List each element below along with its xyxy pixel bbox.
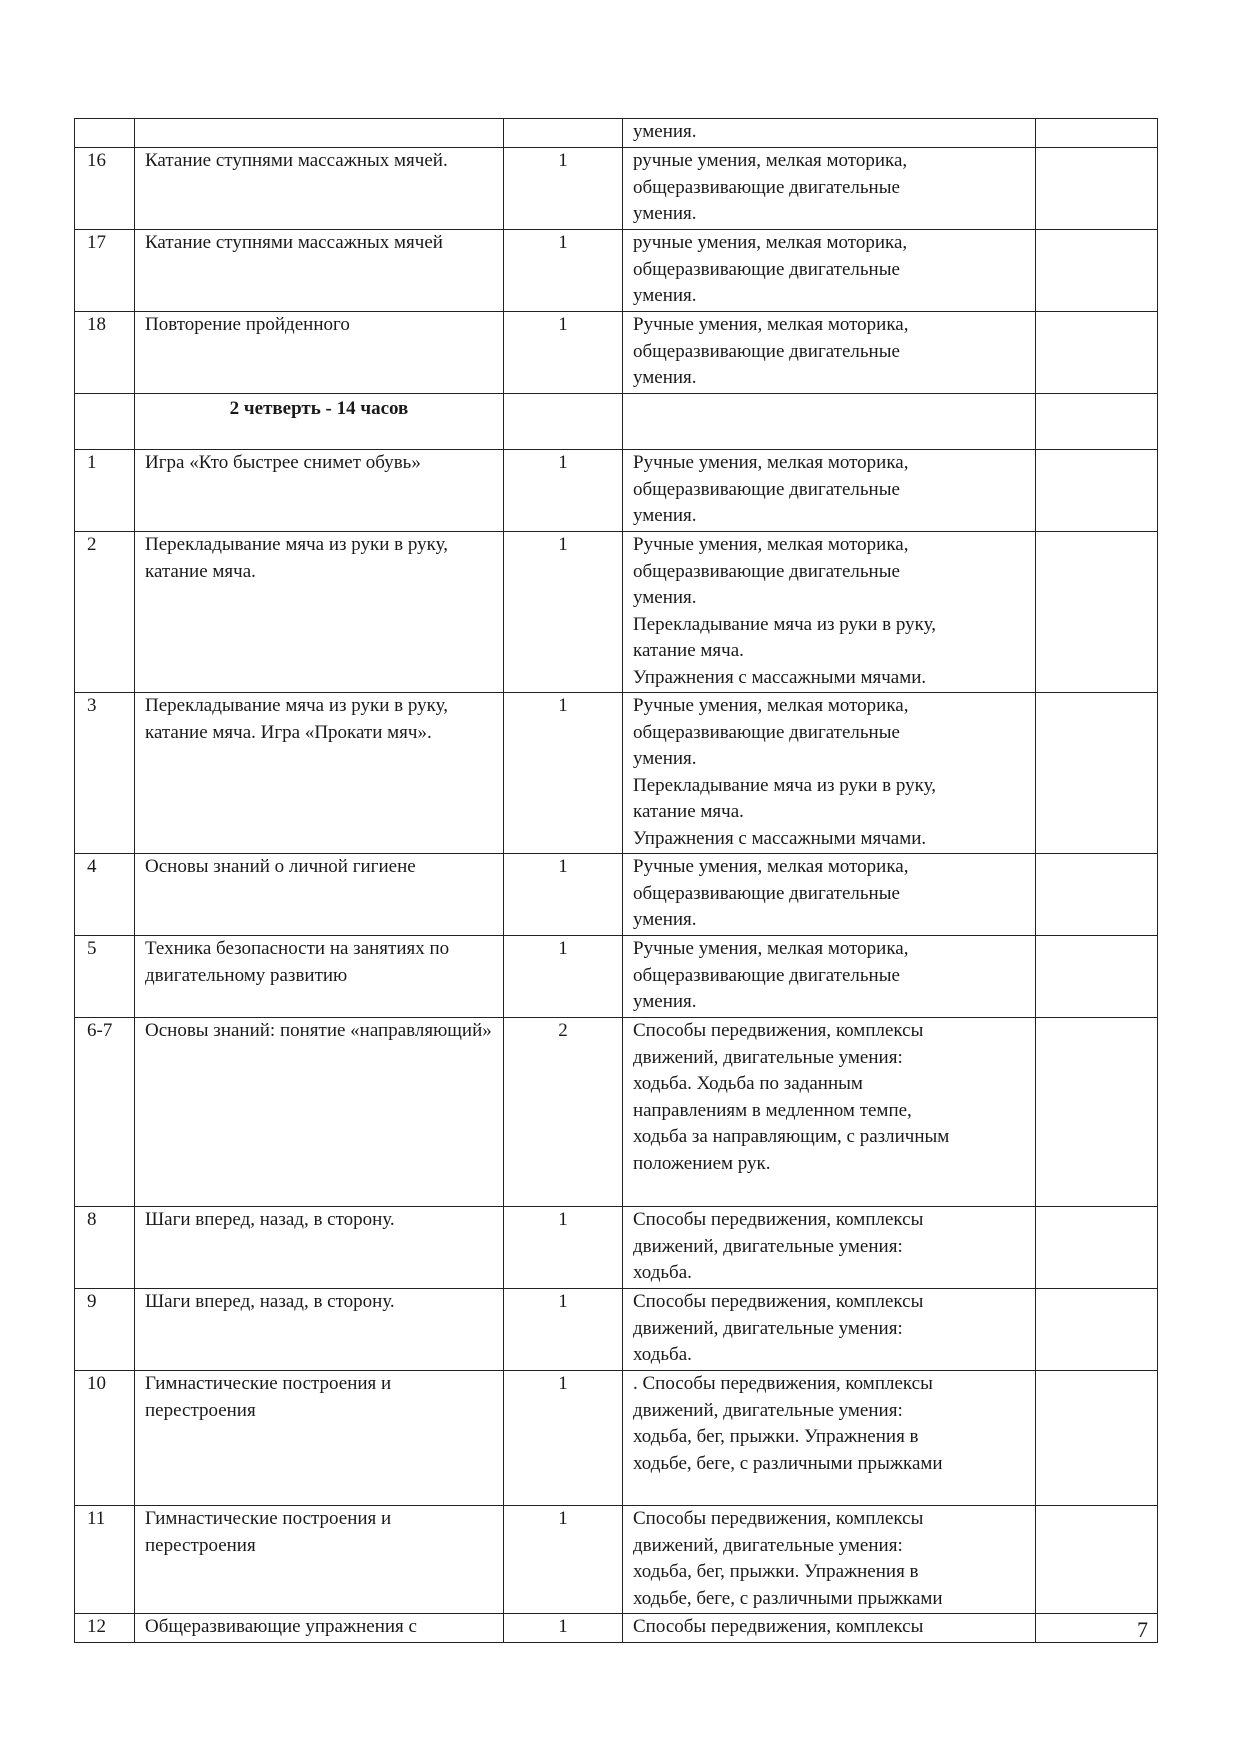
lesson-number: 8 bbox=[75, 1207, 135, 1289]
lesson-content: Ручные умения, мелкая моторика, общеразвивающие двигательные умения. bbox=[623, 936, 1036, 1018]
lesson-notes bbox=[1036, 230, 1158, 312]
lesson-content: ручные умения, мелкая моторика, общеразвивающие двигательные умения. bbox=[623, 230, 1036, 312]
table-row bbox=[75, 693, 1158, 854]
lesson-hours: 1 bbox=[504, 1207, 623, 1289]
lesson-notes bbox=[1036, 1506, 1158, 1614]
lesson-hours: 1 bbox=[504, 936, 623, 1018]
lesson-notes bbox=[1036, 693, 1158, 854]
lesson-topic: Основы знаний: понятие «направляющий» bbox=[135, 1018, 504, 1207]
lesson-notes bbox=[1036, 936, 1158, 1018]
lesson-notes bbox=[1036, 1207, 1158, 1289]
lesson-content: Способы передвижения, комплексы движений, двигательные умения: ходьба. Ходьба по заданным направлениям в медленном темпе, ходьба за направляющим, с различным положением рук. bbox=[623, 1018, 1036, 1207]
lesson-hours: 1 bbox=[504, 450, 623, 532]
table-row bbox=[75, 230, 1158, 312]
table-row bbox=[75, 1018, 1158, 1207]
table-row bbox=[75, 854, 1158, 936]
lesson-number: 12 bbox=[75, 1614, 135, 1643]
lesson-topic: Гимнастические построения и перестроения bbox=[135, 1506, 504, 1614]
lesson-topic: Техника безопасности на занятиях по двигательному развитию bbox=[135, 936, 504, 1018]
table-row bbox=[75, 1289, 1158, 1371]
lesson-content: Способы передвижения, комплексы движений, двигательные умения: ходьба. bbox=[623, 1289, 1036, 1371]
lesson-hours: 1 bbox=[504, 312, 623, 394]
lesson-notes bbox=[1036, 394, 1158, 450]
lesson-topic: Шаги вперед, назад, в сторону. bbox=[135, 1207, 504, 1289]
lesson-number bbox=[75, 119, 135, 148]
quarter-header-row bbox=[75, 394, 1158, 450]
lesson-topic: Перекладывание мяча из руки в руку, катание мяча. bbox=[135, 532, 504, 693]
lesson-hours: 1 bbox=[504, 230, 623, 312]
lesson-notes bbox=[1036, 854, 1158, 936]
lesson-content: Ручные умения, мелкая моторика, общеразвивающие двигательные умения. Перекладывание мяча из руки в руку, катание мяча. Упражнения с массажными мячами. bbox=[623, 693, 1036, 854]
lesson-number: 6-7 bbox=[75, 1018, 135, 1207]
lesson-content: Ручные умения, мелкая моторика, общеразвивающие двигательные умения. bbox=[623, 312, 1036, 394]
lesson-number bbox=[75, 394, 135, 450]
page-number: 7 bbox=[1137, 1617, 1148, 1642]
lesson-content: Способы передвижения, комплексы движений, двигательные умения: ходьба, бег, прыжки. Упражнения в ходьбе, беге, с различными прыжками bbox=[623, 1506, 1036, 1614]
lesson-number: 3 bbox=[75, 693, 135, 854]
lesson-content: Ручные умения, мелкая моторика, общеразвивающие двигательные умения. bbox=[623, 450, 1036, 532]
lesson-plan-table bbox=[74, 118, 1158, 1643]
lesson-number: 4 bbox=[75, 854, 135, 936]
lesson-notes bbox=[1036, 119, 1158, 148]
lesson-hours: 1 bbox=[504, 532, 623, 693]
lesson-content: . Способы передвижения, комплексы движений, двигательные умения: ходьба, бег, прыжки. Упражнения в ходьбе, беге, с различными прыжками bbox=[623, 1371, 1036, 1506]
table-row bbox=[75, 1207, 1158, 1289]
lesson-topic: Игра «Кто быстрее снимет обувь» bbox=[135, 450, 504, 532]
lesson-hours bbox=[504, 119, 623, 148]
lesson-notes bbox=[1036, 1371, 1158, 1506]
table-row bbox=[75, 936, 1158, 1018]
lesson-hours: 1 bbox=[504, 1289, 623, 1371]
lesson-number: 2 bbox=[75, 532, 135, 693]
lesson-topic: Повторение пройденного bbox=[135, 312, 504, 394]
lesson-topic: 2 четверть - 14 часов bbox=[135, 394, 504, 450]
lesson-notes bbox=[1036, 312, 1158, 394]
lesson-content: Способы передвижения, комплексы движений, двигательные умения: ходьба. bbox=[623, 1207, 1036, 1289]
lesson-hours: 1 bbox=[504, 854, 623, 936]
lesson-number: 11 bbox=[75, 1506, 135, 1614]
lesson-content: ручные умения, мелкая моторика, общеразвивающие двигательные умения. bbox=[623, 148, 1036, 230]
lesson-topic: Шаги вперед, назад, в сторону. bbox=[135, 1289, 504, 1371]
lesson-topic: Катание ступнями массажных мячей. bbox=[135, 148, 504, 230]
lesson-content: Ручные умения, мелкая моторика, общеразвивающие двигательные умения. Перекладывание мяча из руки в руку, катание мяча. Упражнения с массажными мячами. bbox=[623, 532, 1036, 693]
lesson-number: 1 bbox=[75, 450, 135, 532]
lesson-plan-body bbox=[75, 119, 1158, 1643]
table-row bbox=[75, 532, 1158, 693]
lesson-notes bbox=[1036, 148, 1158, 230]
lesson-notes bbox=[1036, 1018, 1158, 1207]
lesson-notes bbox=[1036, 450, 1158, 532]
lesson-number: 10 bbox=[75, 1371, 135, 1506]
lesson-hours: 1 bbox=[504, 1371, 623, 1506]
lesson-topic: Основы знаний о личной гигиене bbox=[135, 854, 504, 936]
lesson-topic: Катание ступнями массажных мячей bbox=[135, 230, 504, 312]
lesson-hours: 2 bbox=[504, 1018, 623, 1207]
lesson-content bbox=[623, 394, 1036, 450]
lesson-number: 16 bbox=[75, 148, 135, 230]
table-row bbox=[75, 1506, 1158, 1614]
lesson-hours: 1 bbox=[504, 1506, 623, 1614]
table-row bbox=[75, 1614, 1158, 1643]
lesson-topic: Гимнастические построения и перестроения bbox=[135, 1371, 504, 1506]
lesson-number: 9 bbox=[75, 1289, 135, 1371]
table-row bbox=[75, 312, 1158, 394]
lesson-topic: Общеразвивающие упражнения с bbox=[135, 1614, 504, 1643]
lesson-notes bbox=[1036, 532, 1158, 693]
lesson-number: 18 bbox=[75, 312, 135, 394]
lesson-hours: 1 bbox=[504, 693, 623, 854]
table-row bbox=[75, 1371, 1158, 1506]
lesson-topic bbox=[135, 119, 504, 148]
lesson-content: Ручные умения, мелкая моторика, общеразвивающие двигательные умения. bbox=[623, 854, 1036, 936]
table-row bbox=[75, 119, 1158, 148]
lesson-hours: 1 bbox=[504, 148, 623, 230]
lesson-number: 5 bbox=[75, 936, 135, 1018]
lesson-content: умения. bbox=[623, 119, 1036, 148]
lesson-number: 17 bbox=[75, 230, 135, 312]
lesson-content: Способы передвижения, комплексы bbox=[623, 1614, 1036, 1643]
lesson-hours bbox=[504, 394, 623, 450]
lesson-hours: 1 bbox=[504, 1614, 623, 1643]
lesson-notes bbox=[1036, 1289, 1158, 1371]
table-row bbox=[75, 148, 1158, 230]
lesson-topic: Перекладывание мяча из руки в руку, катание мяча. Игра «Прокати мяч». bbox=[135, 693, 504, 854]
table-row bbox=[75, 450, 1158, 532]
